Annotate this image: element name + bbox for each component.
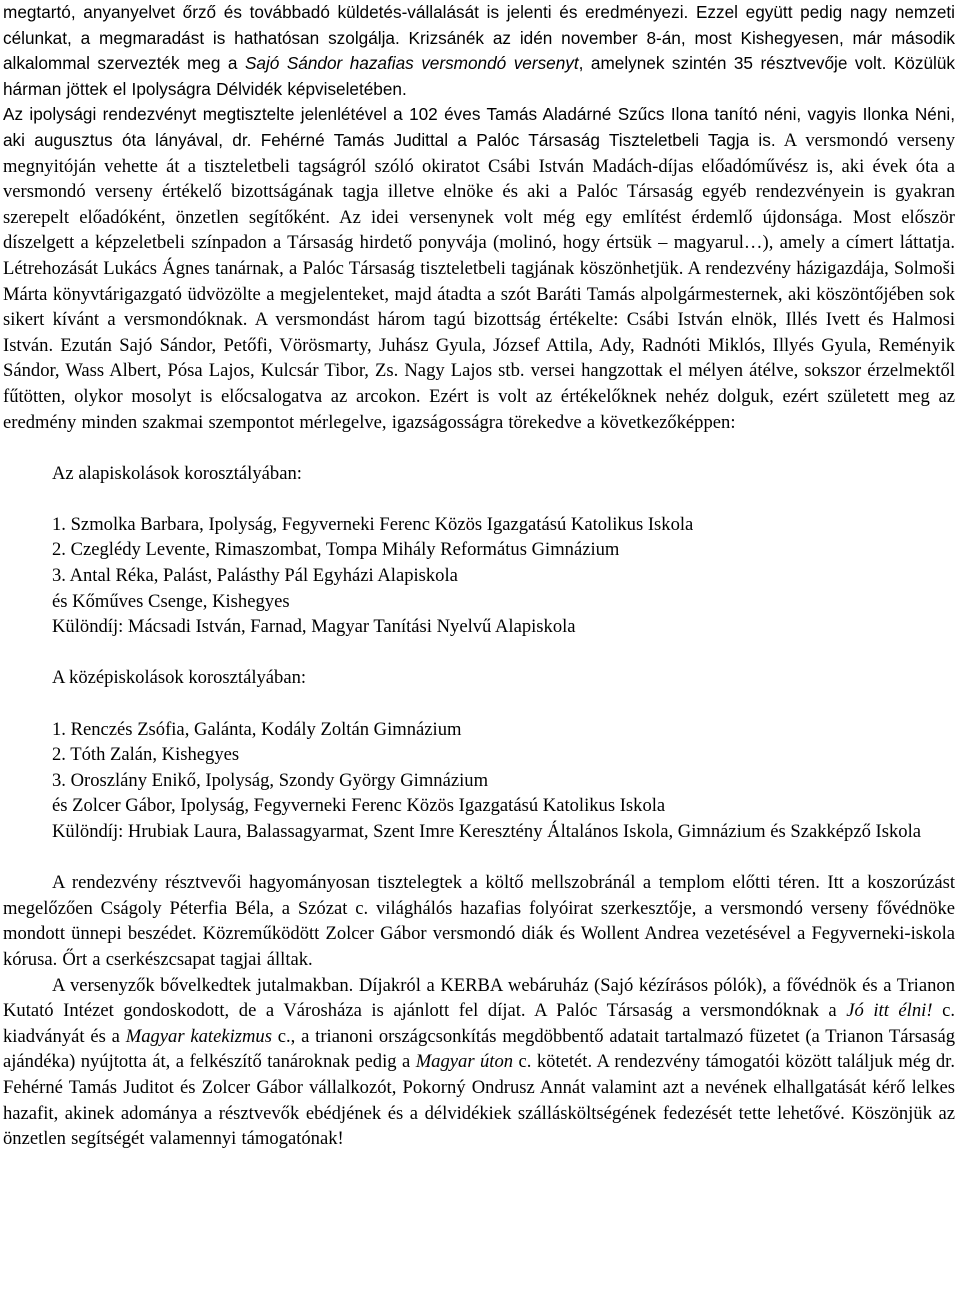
elementary-result-2: 2. Czeglédy Levente, Rimaszombat, Tompa Mihály Református Gimnázium [52,539,620,561]
intro-text-end: , amelynek szintén 35 résztvevője volt. Közülük hárman jöttek el Ipolyságra Délvidék képviseletében. [3,53,955,99]
elementary-result-1: 1. Szmolka Barbara, Ipolyság, Fegyverneki Ferenc Közös Igazgatású Katolikus Iskola [52,513,694,535]
secondary-results [3,665,955,844]
secondary-result-2: 2. Tóth Zalán, Kishegyes [52,744,240,766]
prizes-text-1: A versenyzők bővelkedtek jutalmakban. Díjakról a KERBA webáruház (Sajó kézírásos pólók), a fővédnök és a Trianon Kutató Intézet gondoskodott, de a Városháza is ajánlott fel díjat. A Palóc Társaság a versmondóknak a [3,974,955,1022]
spacer [52,691,955,717]
elementary-heading: Az alapiskolások korosztályában: [52,462,302,484]
event-text-rest: A versmondó verseny megnyitóján vehette át a tiszteletbeli tagságról szóló okiratot Csábi István Madách-díjas előadóművész is, aki évek óta a versmondó verseny értékelő bizottságának tagja illetve elnöke és aki a Palóc Társaság egyéb rendezvényein is gyakran szerepelt előadóként, önzetlen segítőként. Az idei versenynek volt még egy említést érdemlő újdonsága. Most először díszelgett a képzeletbeli színpadon a Társaság hirdető ponyvája (molinó, hogy értsük – magyarul…), amely a címert láttatja. Létrehozását Lukács Ágnes tanárnak, a Palóc Társaság tiszteletbeli tagjának köszönhetjük. A rendezvény házigazdája, Solmoši Márta könyvtárigazgató üdvözölte a megjelenteket, majd átadta a szót Baráti Tamás alpolgármesternek, aki köszöntőjében sok sikert kívánt a versmondóknak. A versmondást három tagú bizottság értékelte: Csábi István elnök, Illés Ivett és Halmosi István. Ezután Sajó Sándor, Petőfi, Vörösmarty, Juhász Gyula, József Attila, Ady, Radnóti Miklós, Illyés Gyula, Reményik Sándor, Wass Albert, Pósa Lajos, Kulcsár Tibor, Zs. Nagy Lajos stb. versei hangzottak el mélyen átélve, sokszor érzelmektől fűtötten, olykor mosolyt is előcsalogatva az arcokon. Ezért is volt az értékelőknek nehéz dolguk, ezért született meg az eredmény minden szakmai szempontot mérlegelve, igazságosságra törekedve a következőképpen: [3,129,955,433]
prizes-text-2: c. kiadványát és a [3,1000,955,1047]
elementary-result-3b: és Kőműves Csenge, Kishegyes [52,590,290,612]
secondary-result-3b: és Zolcer Gábor, Ipolyság, Fegyverneki Ferenc Közös Igazgatású Katolikus Iskola [52,795,666,817]
spacer [3,640,955,666]
spacer [52,486,955,512]
competition-name: Sajó Sándor hazafias versmondó versenyt [244,53,579,74]
book-title-magyar-uton: Magyar úton [415,1051,514,1073]
prizes-text-4: c. kötetét. A rendezvény támogatói között találjuk még dr. Fehérné Tamás Juditot és Zolcer Gábor vállalkozót, Pokorný Ondrusz Annát valamint azt a nevének elhallgatását kérő lelkes hazafit, akinek adománya a résztvevők ebédjének és a délvidékiek szállásköltségének fedezését tette lehetővé. Köszönjük az önzetlen segítségét valamennyi támogatónak! [3,1051,955,1150]
secondary-result-3: 3. Oroszlány Enikő, Ipolyság, Szondy György Gimnázium [52,769,489,791]
secondary-special-prize: Különdíj: Hrubiak Laura, Balassagyarmat, Szent Imre Keresztény Általános Iskola, Gimnázium és Szakképző Iskola [52,821,921,842]
paragraph-intro [3,0,955,102]
event-text-start: Az ipolysági rendezvényt megtisztelte jelenlétével a 102 éves Tamás Aladárné Szűcs Ilona tanító néni, vagyis Ilonka Néni, aki augusztus óta lányával, dr. Fehérné Tamás Judittal a Palóc Társaság Tiszteletbeli Tagja is. [3,104,955,150]
paragraph-prizes [3,973,955,1152]
prizes-text-3: c., a trianoni országcsonkítás megdöbbentő adatait tartalmazó füzetet (a Trianon Társaság ajándéka) nyújtotta át, a felkészítő tanároknak pedig a [3,1025,956,1073]
elementary-result-3: 3. Antal Réka, Palást, Palásthy Pál Egyházi Alapiskola [52,565,458,587]
intro-text-start: megtartó, anyanyelvet őrző és továbbadó küldetés-vállalását is jelenti és eredményezi. Ezzel együtt pedig nagy nemzeti célunkat, a megmaradást is hathatósan szolgálja. Krizsánék az idén november 8-án, most Kishegyesen, már második alkalommal szervezték meg a [3,2,955,74]
spacer [3,845,955,871]
book-title-magyar-katekizmus: Magyar katekizmus [125,1025,272,1047]
elementary-results [3,461,955,640]
paragraph-wreath: A rendezvény résztvevői hagyományosan tisztelegtek a költő mellszobránál a templom előtti téren. Itt a koszorúzást megelőzően Cságoly Péterfia Béla, a Szózat c. világhálós hazafias folyóirat szerkesztője, a versmondó verseny fővédnöke mondott ünnepi beszédet. Közreműködött Zolcer Gábor versmondó diák és Wollent Andrea vezetésével a Fegyverneki-iskola kórusa. Őrt a cserkészcsapat tagjai álltak. [3,872,955,970]
secondary-result-1: 1. Renczés Zsófia, Galánta, Kodály Zoltán Gimnázium [52,718,462,740]
book-title-jo-itt-elni: Jó itt élni! [846,1000,933,1022]
document-page [3,0,955,1152]
elementary-special-prize: Különdíj: Mácsadi István, Farnad, Magyar Tanítási Nyelvű Alapiskola [52,616,576,638]
spacer [3,435,955,461]
secondary-heading: A középiskolások korosztályában: [52,667,307,689]
paragraph-event [3,102,955,435]
